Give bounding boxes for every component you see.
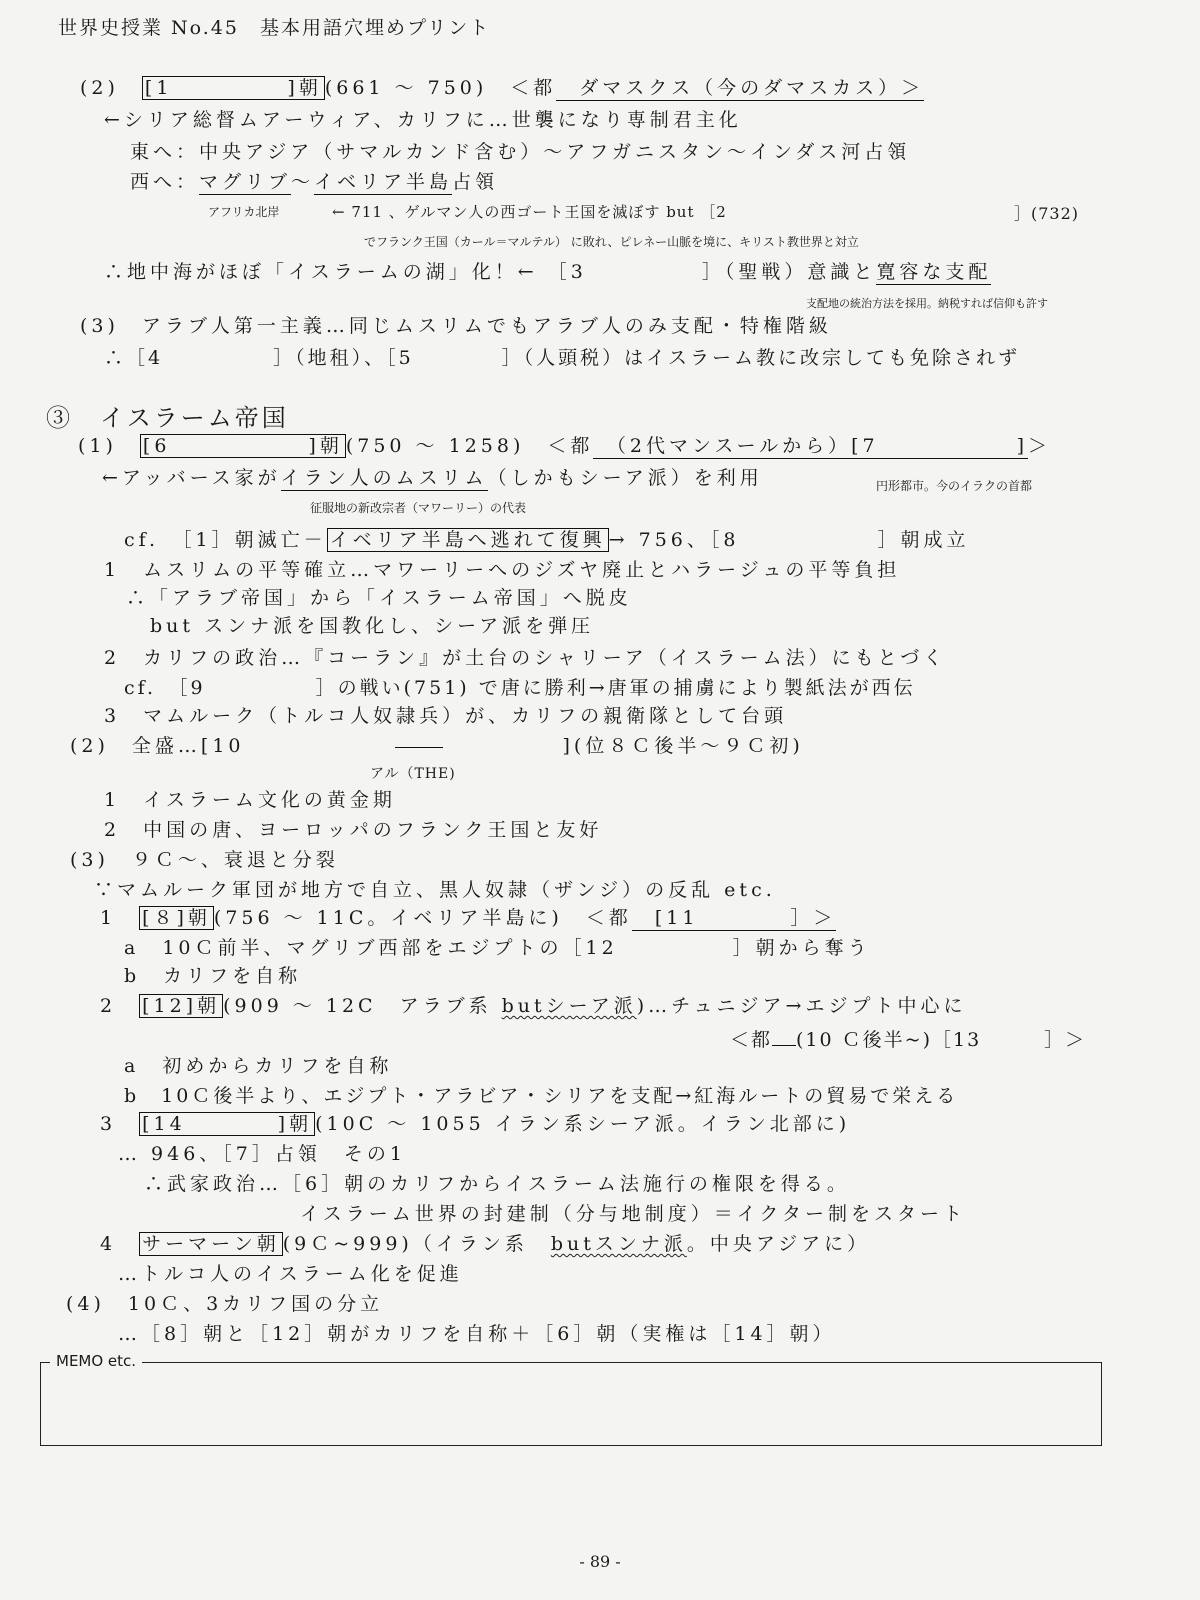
note-732: ］(732) [1014, 204, 1080, 223]
line-32: イスラーム世界の封建制（分与地制度）＝イクター制をスタート [300, 1203, 967, 1225]
page-number: - 89 - [579, 1552, 621, 1571]
line-12: ∴「アラブ帝国」から「イスラーム帝国」へ脱皮 [126, 587, 632, 609]
line-25: 2 [12]朝 (909 ～ 12C アラブ系 butシーア派)…チュニジア→エジプト中心に [100, 995, 967, 1017]
note-mawali: 征服地の新改宗者（マワーリー）の代表 [310, 501, 527, 515]
line-19: 2 中国の唐、ヨーロッパのフランク王国と友好 [104, 819, 603, 841]
blank-1: [1 ]朝 [142, 76, 325, 100]
line-31: ∴武家政治…［6］朝のカリフからイスラーム法施行の権限を得る。 [144, 1173, 850, 1195]
header-title: 世界史授業 No.45 基本用語穴埋めプリント [58, 17, 491, 39]
note-711: ← 711 、ゲルマン人の西ゴート王国を滅ぼす but ［2 [332, 203, 727, 221]
line-22: 1 [８]朝 (756 ～ 11C。イベリア半島に) ＜都 [11 ］＞ [100, 907, 837, 929]
line-5: ∴地中海がほぼ「イスラームの湖」化！← ［3 ］（聖戦）意識と寛容な支配 [104, 261, 992, 283]
line-9: ←アッバース家がイラン人のムスリム（しかもシーア派）を利用 [102, 467, 763, 489]
line-16: 3 マムルーク（トルコ人奴隷兵）が、カリフの親衛隊として台頭 [104, 705, 788, 727]
line-3: 東へ：中央アジア（サマルカンド含む）～アフガニスタン～インダス河占領 [130, 141, 911, 163]
line-4: 西へ：マグリブ～イベリア半島占領 [130, 171, 499, 193]
line-26: ＜都 (10 Ｃ後半~)［13 ］＞ [730, 1029, 1087, 1051]
line-10: cf. ［1］朝滅亡－ イベリア半島へ逃れて復興 → 756、［8 ］朝成立 [124, 529, 970, 551]
line-11: 1 ムスリムの平等確立…マワーリーへのジズヤ廃止とハラージュの平等負担 [104, 559, 901, 581]
memo-label: MEMO etc. [50, 1352, 142, 1370]
line-27: a 初めからカリフを自称 [124, 1055, 393, 1077]
line-7: ∴［4 ］（地租）、［5 ］（人頭税）はイスラーム教に改宗しても免除されず [104, 347, 1020, 369]
line-24: b カリフを自称 [124, 965, 302, 987]
memo-box[interactable] [40, 1362, 1102, 1446]
line-30: … 946、［7］占領 その1 [118, 1143, 406, 1165]
note-baghdad: 円形都市。今のイラクの首都 [876, 479, 1033, 493]
line-18: 1 イスラーム文化の黄金期 [104, 789, 396, 811]
line-6: (3) アラブ人第一主義…同じムスリムでもアラブ人のみ支配・特権階級 [80, 315, 832, 337]
page-header [58, 16, 490, 40]
line-15: cf. ［9 ］の戦い(751) で唐に勝利→唐軍の捕虜により製紙法が西伝 [124, 677, 916, 699]
line-14: 2 カリフの政治…『コーラン』が土台のシャリーア（イスラーム法）にもとづく [104, 647, 947, 669]
line-2: ←シリア総督ムアーウィア、カリフに…世襲になり専制君主化 [104, 109, 742, 131]
line-21: ∵マムルーク軍団が地方で自立、黒人奴隷（ザンジ）の反乱 etc. [94, 879, 776, 901]
section-3-heading: ③ イスラーム帝国 [46, 404, 289, 432]
line-13: but スンナ派を国教化し、シーア派を弾圧 [150, 615, 595, 637]
line-17: (2) 全盛…[10 ](位８Ｃ後半～９Ｃ初) [70, 735, 804, 757]
line-23: a 10Ｃ前半、マグリブ西部をエジプトの［12 ］朝から奪う [124, 937, 871, 959]
line-35: (4) 10Ｃ、3カリフ国の分立 [66, 1293, 384, 1315]
note-rule: 支配地の統治方法を採用。納税すれば信仰も許す [806, 297, 1048, 310]
line-33: 4 サーマーン朝 (9Ｃ~999)（イラン系 butスンナ派。中央アジアに） [100, 1233, 871, 1255]
line-20: (3) ９Ｃ～、衰退と分裂 [70, 849, 339, 871]
line-8: (1) [6 ]朝 (750 ～ 1258) ＜都 （2代マンスールから）[7 ]＞ [78, 435, 1052, 457]
line-28: b 10Ｃ後半より、エジプト・アラビア・シリアを支配→紅海ルートの貿易で栄える [124, 1085, 959, 1107]
note-north-africa: アフリカ北岸 [208, 205, 280, 219]
line-29: 3 [14 ]朝 (10C ～ 1055 イラン系シーア派。イラン北部に) [100, 1113, 851, 1135]
blank-6: [6 ]朝 [140, 434, 346, 458]
line-36: …［8］朝と［12］朝がカリフを自称＋［6］朝（実権は［14］朝） [118, 1323, 836, 1345]
blank-10-underline [395, 747, 443, 748]
note-frank: でフランク王国（カール＝マルテル） に敗れ、ピレネー山脈を境に、キリスト教世界と対立 [364, 235, 859, 249]
line-1: (2) [1 ]朝 (661 ～ 750) ＜都 ダマスクス（今のダマスカス）＞ [80, 77, 925, 99]
note-al: アル（THE) [370, 766, 456, 782]
line-34: …トルコ人のイスラーム化を促進 [118, 1263, 463, 1285]
